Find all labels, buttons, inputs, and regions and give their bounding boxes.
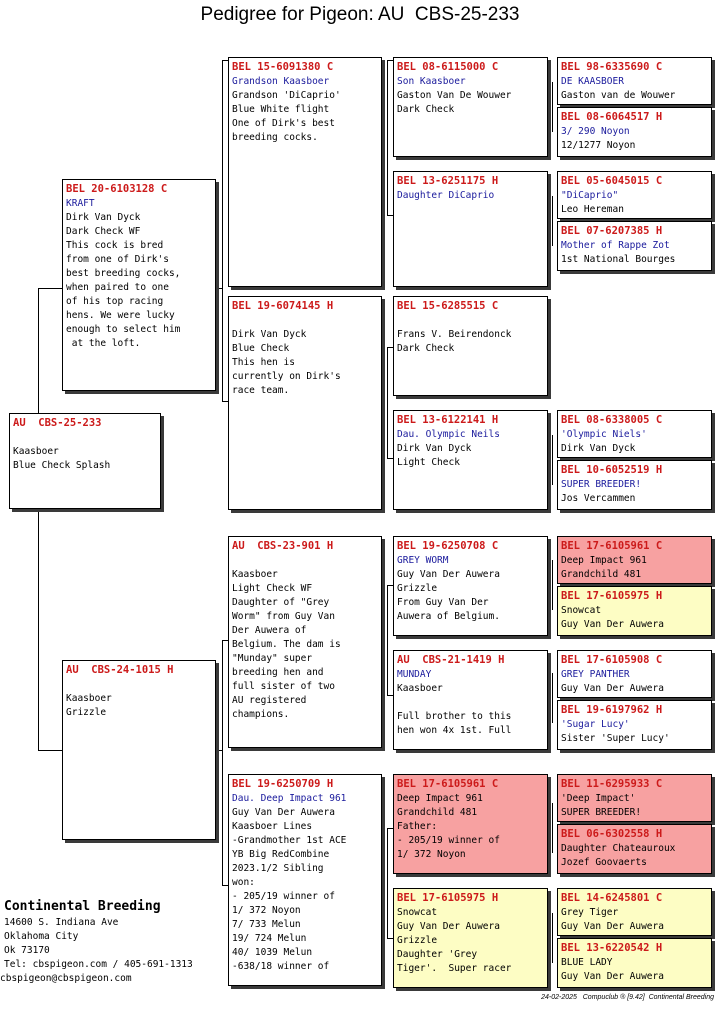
info-line: Guy Van Der Auwera bbox=[232, 807, 335, 818]
info-line: Dirk Van Dyck bbox=[561, 443, 636, 454]
info-line: 7/ 733 Melun bbox=[232, 919, 301, 930]
ring-number: BEL 15-6091380 C bbox=[232, 61, 334, 73]
pigeon-card-g2[interactable] bbox=[557, 107, 712, 157]
info-line: -638/18 winner of bbox=[232, 961, 330, 972]
connector-line bbox=[222, 60, 223, 401]
pigeon-name: 'Deep Impact' bbox=[561, 793, 636, 804]
ring-number: BEL 08-6115000 C bbox=[397, 61, 499, 73]
ring-number: AU CBS-24-1015 H bbox=[66, 664, 174, 676]
pigeon-card-g10[interactable] bbox=[557, 586, 712, 636]
info-line: 2023.1/2 Sibling bbox=[232, 863, 324, 874]
ring-number: BEL 15-6285515 C bbox=[397, 300, 499, 312]
info-line: Kaasboer bbox=[397, 683, 443, 694]
breeder-address-line: Oklahoma City bbox=[4, 931, 79, 942]
info-line: Daughter of "Grey bbox=[232, 597, 330, 608]
info-line: "Munday" super bbox=[232, 653, 313, 664]
breeder-name: Continental Breeding bbox=[4, 899, 161, 914]
connector-line bbox=[222, 640, 223, 885]
info-line: AU registered bbox=[232, 695, 307, 706]
info-line bbox=[232, 314, 378, 328]
info-line: This cock is bred bbox=[66, 240, 164, 251]
info-line: Dirk Van Dyck bbox=[232, 329, 307, 340]
info-line: Gaston Van De Wouwer bbox=[397, 90, 512, 101]
pigeon-name: DE KAASBOER bbox=[561, 76, 624, 87]
info-line: Grizzle bbox=[397, 583, 438, 594]
info-line: 19/ 724 Melun bbox=[232, 933, 307, 944]
info-line: YB Big RedCombine bbox=[232, 849, 330, 860]
ring-number: BEL 14-6245801 C bbox=[561, 892, 663, 904]
breeder-phone: Tel: cbspigeon.com / 405-691-1313 bbox=[4, 959, 193, 970]
pigeon-name: 3/ 290 Noyon bbox=[561, 126, 630, 137]
info-line: Der Auwera of bbox=[232, 625, 307, 636]
info-line: Kaasboer Lines bbox=[232, 821, 313, 832]
info-line: champions. bbox=[232, 709, 290, 720]
pigeon-name: KRAFT bbox=[66, 198, 95, 209]
info-line: full sister of two bbox=[232, 681, 335, 692]
ring-number: BEL 11-6295933 C bbox=[561, 778, 663, 790]
pigeon-name: Son Kaasboer bbox=[397, 76, 466, 87]
ring-number: BEL 08-6064517 H bbox=[561, 111, 663, 123]
info-line: One of Dirk's best bbox=[232, 118, 335, 129]
info-line: Grandchild 481 bbox=[561, 569, 642, 580]
info-line: SUPER BREEDER! bbox=[561, 807, 642, 818]
connector-line bbox=[552, 196, 553, 246]
info-line bbox=[232, 554, 378, 568]
ring-number: AU CBS-21-1419 H bbox=[397, 654, 505, 666]
pigeon-card-dsd[interactable] bbox=[393, 650, 548, 750]
info-line: race team. bbox=[232, 385, 290, 396]
info-line: won: bbox=[232, 877, 255, 888]
footer-credit: 24-02-2025 Compuclub ® [9.42] Continental Breeding bbox=[541, 994, 714, 1001]
pigeon-card-g11[interactable] bbox=[557, 650, 712, 698]
pigeon-card-sdd[interactable] bbox=[393, 410, 548, 510]
info-line: Grandson 'DiCaprio' bbox=[232, 90, 341, 101]
pigeon-card-g7[interactable] bbox=[557, 410, 712, 458]
pigeon-card-g1[interactable] bbox=[557, 57, 712, 105]
ring-number: BEL 07-6207385 H bbox=[561, 225, 663, 237]
pigeon-card-g4[interactable] bbox=[557, 221, 712, 271]
ring-number: BEL 08-6338005 C bbox=[561, 414, 663, 426]
info-line: 1/ 372 Noyon bbox=[232, 905, 301, 916]
connector-line bbox=[38, 288, 39, 750]
connector-line bbox=[552, 913, 553, 963]
pigeon-name: Dau. Olympic Neils bbox=[397, 429, 500, 440]
pigeon-card-ddd[interactable] bbox=[393, 888, 548, 988]
info-line: Frans V. Beirendonck bbox=[397, 329, 512, 340]
info-line: Light Check WF bbox=[232, 583, 313, 594]
connector-line bbox=[387, 828, 388, 938]
info-line: breeding cocks. bbox=[232, 132, 318, 143]
info-line: Blue Check bbox=[232, 343, 290, 354]
ring-number: BEL 10-6052519 H bbox=[561, 464, 663, 476]
info-line bbox=[66, 678, 212, 692]
info-line: when paired to one bbox=[66, 282, 169, 293]
info-line: Dark Check WF bbox=[66, 226, 141, 237]
pigeon-card-dss[interactable] bbox=[393, 536, 548, 636]
info-line: Light Check bbox=[397, 457, 460, 468]
info-line: currently on Dirk's bbox=[232, 371, 341, 382]
pigeon-card-g9[interactable] bbox=[557, 536, 712, 584]
connector-line bbox=[216, 288, 222, 289]
pigeon-card-subject[interactable] bbox=[9, 413, 161, 509]
breeder-address-line: 14600 S. Indiana Ave bbox=[4, 917, 119, 928]
connector-line bbox=[387, 585, 388, 695]
info-line: Gaston van de Wouwer bbox=[561, 90, 676, 101]
pigeon-card-sss[interactable] bbox=[393, 57, 548, 157]
pigeon-card-g16[interactable] bbox=[557, 938, 712, 988]
pigeon-card-sds[interactable] bbox=[393, 296, 548, 396]
info-line: Dirk Van Dyck bbox=[66, 212, 141, 223]
info-line: Daughter 'Grey bbox=[397, 949, 478, 960]
pigeon-name: Snowcat bbox=[397, 907, 438, 918]
pigeon-card-g12[interactable] bbox=[557, 700, 712, 750]
connector-line bbox=[216, 750, 222, 751]
info-line: breeding hen and bbox=[232, 667, 324, 678]
pigeon-card-g14[interactable] bbox=[557, 824, 712, 874]
info-line: enough to select him bbox=[66, 324, 181, 335]
page-title: Pedigree for Pigeon: AU CBS-25-233 bbox=[200, 4, 520, 25]
info-line: Sister 'Super Lucy' bbox=[561, 733, 670, 744]
info-line: Kaasboer bbox=[66, 693, 112, 704]
info-line: 1/ 372 Noyon bbox=[397, 849, 466, 860]
ring-number: BEL 13-6122141 H bbox=[397, 414, 499, 426]
connector-line bbox=[387, 60, 388, 215]
pigeon-card-ssd[interactable] bbox=[393, 171, 548, 287]
info-line: from one of Dirk's bbox=[66, 254, 169, 265]
info-line: Dark Check bbox=[397, 104, 455, 115]
info-line: - 205/19 winner of bbox=[397, 835, 500, 846]
pigeon-name: Deep Impact 961 bbox=[397, 793, 483, 804]
pigeon-card-sire-dam[interactable] bbox=[228, 296, 382, 510]
ring-number: BEL 19-6197962 H bbox=[561, 704, 663, 716]
pigeon-name: Mother of Rappe Zot bbox=[561, 240, 670, 251]
ring-number: BEL 19-6074145 H bbox=[232, 300, 334, 312]
pigeon-card-sire[interactable] bbox=[62, 179, 216, 391]
info-line: Guy Van Der Auwera bbox=[561, 619, 664, 630]
info-line: Dark Check bbox=[397, 343, 455, 354]
pigeon-name: Grandson Kaasboer bbox=[232, 76, 330, 87]
pigeon-name: Daughter DiCaprio bbox=[397, 190, 495, 201]
ring-number: BEL 06-6302558 H bbox=[561, 828, 663, 840]
breeder-email: cbspigeon@cbspigeon.com bbox=[0, 973, 132, 984]
connector-line bbox=[552, 673, 553, 723]
ring-number: BEL 17-6105961 C bbox=[397, 778, 499, 790]
connector-line bbox=[552, 803, 553, 853]
info-line: of his top racing bbox=[66, 296, 164, 307]
info-line: Jos Vercammen bbox=[561, 493, 636, 504]
ring-number: BEL 20-6103128 C bbox=[66, 183, 168, 195]
info-line bbox=[397, 696, 544, 710]
ring-number: BEL 17-6105908 C bbox=[561, 654, 663, 666]
info-line: Father: bbox=[397, 821, 438, 832]
info-line: From Guy Van Der bbox=[397, 597, 489, 608]
breeder-info bbox=[0, 898, 193, 986]
info-line: Grizzle bbox=[66, 707, 107, 718]
pigeon-name: 'Sugar Lucy' bbox=[561, 719, 630, 730]
info-line: Leo Hereman bbox=[561, 204, 624, 215]
pigeon-card-g3[interactable] bbox=[557, 171, 712, 219]
ring-number: BEL 13-6251175 H bbox=[397, 175, 499, 187]
pigeon-card-sire-sire[interactable] bbox=[228, 57, 382, 287]
connector-line bbox=[38, 750, 62, 751]
info-line: at the loft. bbox=[66, 338, 141, 349]
info-line: Dirk Van Dyck bbox=[397, 443, 472, 454]
pigeon-card-dds[interactable] bbox=[393, 774, 548, 874]
ring-number: BEL 05-6045015 C bbox=[561, 175, 663, 187]
pigeon-name: 'Olympic Niels' bbox=[561, 429, 647, 440]
connector-line bbox=[552, 82, 553, 132]
connector-line bbox=[552, 560, 553, 610]
ring-number: BEL 17-6105975 H bbox=[397, 892, 499, 904]
pigeon-name: Daughter Chateauroux bbox=[561, 843, 676, 854]
info-line: Blue Check Splash bbox=[13, 460, 111, 471]
ring-number: BEL 19-6250708 C bbox=[397, 540, 499, 552]
ring-number: BEL 17-6105975 H bbox=[561, 590, 663, 602]
ring-number: BEL 13-6220542 H bbox=[561, 942, 663, 954]
info-line: Grizzle bbox=[397, 935, 438, 946]
pigeon-name: "DiCaprio" bbox=[561, 190, 619, 201]
info-line: -Grandmother 1st ACE bbox=[232, 835, 347, 846]
info-line: This hen is bbox=[232, 357, 295, 368]
pigeon-name: MUNDAY bbox=[397, 669, 432, 680]
pigeon-card-dam-sire[interactable] bbox=[228, 536, 382, 748]
info-line: Guy Van Der Auwera bbox=[397, 921, 500, 932]
ring-number: AU CBS-25-233 bbox=[13, 417, 102, 429]
info-line: 1st National Bourges bbox=[561, 254, 676, 265]
info-line: Kaasboer bbox=[232, 569, 278, 580]
pigeon-card-g8[interactable] bbox=[557, 460, 712, 510]
info-line: Grandchild 481 bbox=[397, 807, 478, 818]
pigeon-name: GREY PANTHER bbox=[561, 669, 630, 680]
info-line: Guy Van Der Auwera bbox=[561, 971, 664, 982]
info-line: Worm" from Guy Van bbox=[232, 611, 335, 622]
pigeon-card-dam[interactable] bbox=[62, 660, 216, 840]
pigeon-name: GREY WORM bbox=[397, 555, 449, 566]
ring-number: BEL 98-6335690 C bbox=[561, 61, 663, 73]
ring-number: AU CBS-23-901 H bbox=[232, 540, 334, 552]
pigeon-card-dam-dam[interactable] bbox=[228, 774, 382, 986]
info-line: 40/ 1039 Melun bbox=[232, 947, 313, 958]
pigeon-card-g15[interactable] bbox=[557, 888, 712, 936]
info-line: Kaasboer bbox=[13, 446, 59, 457]
info-line: Blue White flight bbox=[232, 104, 330, 115]
info-line: - 205/19 winner of bbox=[232, 891, 335, 902]
pigeon-name: BLUE LADY bbox=[561, 957, 613, 968]
pigeon-card-g13[interactable] bbox=[557, 774, 712, 822]
info-line: Tiger'. Super racer bbox=[397, 963, 512, 974]
ring-number: BEL 19-6250709 H bbox=[232, 778, 334, 790]
connector-line bbox=[552, 435, 553, 485]
info-line: hens. We were lucky bbox=[66, 310, 175, 321]
info-line: Jozef Goovaerts bbox=[561, 857, 647, 868]
ring-number: BEL 17-6105961 C bbox=[561, 540, 663, 552]
info-line: Auwera of Belgium. bbox=[397, 611, 500, 622]
info-line: Full brother to this bbox=[397, 711, 512, 722]
pigeon-name: Deep Impact 961 bbox=[561, 555, 647, 566]
pigeon-name: Dau. Deep Impact 961 bbox=[232, 793, 347, 804]
info-line: Belgium. The dam is bbox=[232, 639, 341, 650]
info-line: 12/1277 Noyon bbox=[561, 140, 636, 151]
info-line: best breeding cocks, bbox=[66, 268, 181, 279]
connector-line bbox=[387, 347, 388, 458]
info-line: Guy Van Der Auwera bbox=[561, 921, 664, 932]
info-line: Guy Van Der Auwera bbox=[561, 683, 664, 694]
pigeon-name: Snowcat bbox=[561, 605, 602, 616]
info-line bbox=[397, 314, 544, 328]
info-line bbox=[13, 431, 157, 445]
pigeon-name: Grey Tiger bbox=[561, 907, 619, 918]
connector-line bbox=[38, 288, 62, 289]
pigeon-name: SUPER BREEDER! bbox=[561, 479, 642, 490]
info-line: hen won 4x 1st. Full bbox=[397, 725, 512, 736]
breeder-address-line: Ok 73170 bbox=[4, 945, 50, 956]
info-line: Guy Van Der Auwera bbox=[397, 569, 500, 580]
